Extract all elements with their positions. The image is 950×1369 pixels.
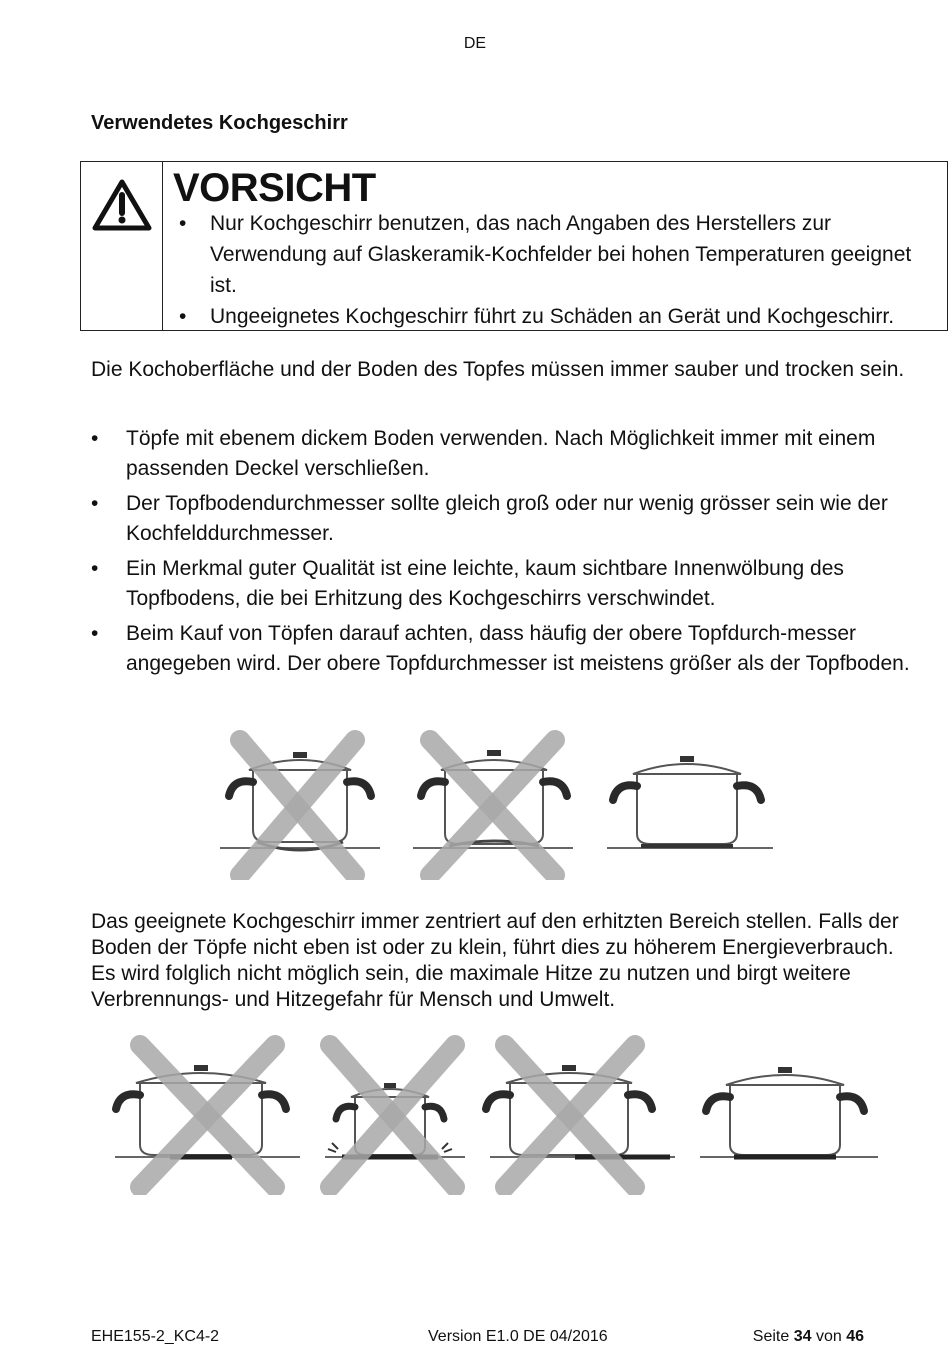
- cross-out-icon: [330, 1045, 455, 1187]
- page-mid: von: [811, 1328, 847, 1345]
- pot-bottom-illustration: [215, 730, 775, 880]
- list-item: • Beim Kauf von Töpfen darauf achten, dass häufig der obere Topfdurch-messer angegeben wird. Der obere Topfdurchmesser ist meistens größer als der Topfboden.: [91, 619, 921, 679]
- warning-item: • Nur Kochgeschirr benutzen, das nach Angaben des Herstellers zur Verwendung auf Glaskeramik-Kochfelder bei hohen Temperaturen geeignet ist.: [173, 208, 943, 301]
- section-title: Verwendetes Kochgeschirr: [91, 112, 348, 134]
- page-number: [753, 1328, 864, 1346]
- document-id: EHE155-2_KC4-2: [91, 1328, 220, 1345]
- warning-title: VORSICHT: [173, 166, 376, 210]
- document-version: Version E1.0 DE 04/2016: [428, 1328, 608, 1345]
- list-item: • Ein Merkmal guter Qualität ist eine leichte, kaum sichtbare Innenwölbung des Topfbodens, die bei Erhitzung des Kochgeschirrs verschwindet.: [91, 554, 921, 614]
- pot-placement-illustration: [110, 1035, 880, 1195]
- warning-box: [80, 161, 948, 331]
- page-prefix: Seite: [752, 1328, 794, 1345]
- warning-triangle-icon: [91, 178, 153, 232]
- cooking-pot-icon: [613, 756, 761, 846]
- list-item: • Der Topfbodendurchmesser sollte gleich groß oder nur wenig grösser sein wie der Kochfelddurchmesser.: [91, 489, 921, 549]
- list-item: • Töpfe mit ebenem dickem Boden verwenden. Nach Möglichkeit immer mit einem passenden Deckel verschließen.: [91, 424, 921, 484]
- paragraph-centering: Das geeignete Kochgeschirr immer zentriert auf den erhitzten Bereich stellen. Falls der Boden der Töpfe nicht eben ist oder zu klein, führt dies zu höherem Energieverbrauch. Es wird folglich nicht möglich sein, die maximale Hitze zu nutzen und birgt weitere Verbrennungs- und Hitzegefahr für Mensch und Umwelt.: [91, 910, 899, 1011]
- cookware-tips-list: [91, 424, 921, 684]
- warning-icon-cell: [81, 162, 163, 330]
- page-current: 34: [793, 1328, 812, 1345]
- paragraph-clean-surface: Die Kochoberfläche und der Boden des Topfes müssen immer sauber und trocken sein.: [91, 358, 905, 381]
- warning-item: • Ungeeignetes Kochgeschirr führt zu Schäden an Gerät und Kochgeschirr.: [173, 301, 943, 332]
- warning-list: [173, 208, 943, 332]
- page-total: 46: [846, 1328, 864, 1345]
- cooking-pot-icon: [706, 1067, 864, 1157]
- page-language-label: DE: [463, 35, 487, 52]
